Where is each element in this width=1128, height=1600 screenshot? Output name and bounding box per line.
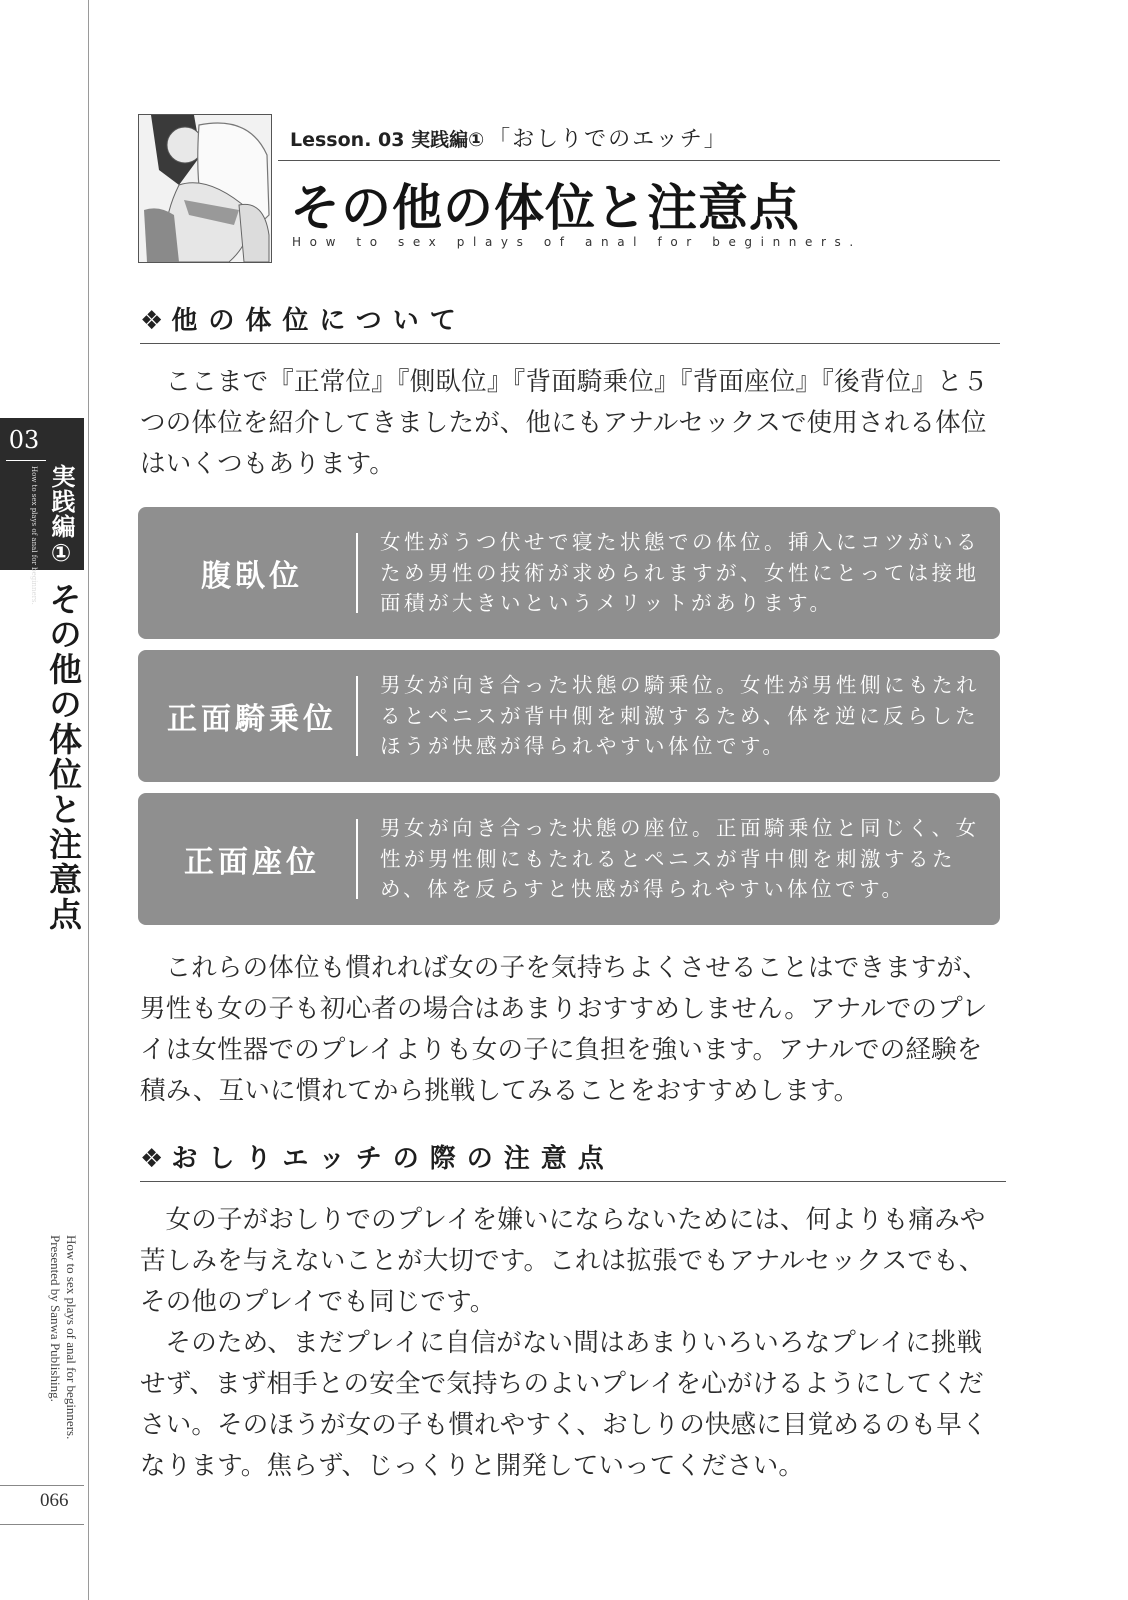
lesson-subtitle: 「おしりでのエッチ」: [488, 127, 728, 152]
position-box-2: [138, 650, 1000, 782]
chapter-number-rule: [6, 460, 46, 461]
section-heading-text: おしりエッチの際の注意点: [171, 1144, 615, 1174]
lesson-label: Lesson. 03 実践編①: [290, 129, 485, 151]
position-description: 男女が向き合った状態の騎乗位。女性が男性側にもたれるとペニスが背中側を刺激するため、体を逆に反らしたほうが快感が得られやすい体位です。: [380, 673, 980, 758]
chapter-name: 実践編①: [47, 464, 75, 568]
paragraph-precautions-2: そのため、まだプレイに自信がない間はあまりいろいろなプレイに挑戦せず、まず相手との安全で気持ちのよいプレイを心がけるようにしてください。そのほうが女の子も慣れやすく、おしりの快感に目覚めるのも早くなります。焦らず、じっくりと開発していってください。: [140, 1328, 988, 1481]
position-description: 男女が向き合った状態の座位。正面騎乗位と同じく、女性が男性側にもたれるとペニスが背中側を刺激するため、体を反らすと快感が得られやすい体位です。: [380, 816, 980, 901]
margin-rule: [88, 0, 89, 1600]
illustration-image: [139, 115, 271, 262]
diamond-bullet-icon: ❖: [140, 306, 168, 336]
header-illustration: [138, 114, 272, 263]
publisher-credit: [47, 1235, 79, 1439]
vertical-page-title: その他の体位と注意点: [44, 582, 83, 932]
position-box-3: [138, 793, 1000, 925]
paragraph-precautions-1: 女の子がおしりでのプレイを嫌いにならないためには、何よりも痛みや苦しみを与えないことが大切です。これは拡張でもアナルセックスでも、その他のプレイでも同じです。: [140, 1205, 986, 1317]
page-number-rule-bottom: [0, 1524, 84, 1525]
position-name: 正面騎乗位: [167, 702, 337, 737]
chapter-tab: [0, 418, 84, 605]
page-number: 066: [40, 1490, 69, 1511]
paragraph-intro: ここまで『正常位』『側臥位』『背面騎乗位』『背面座位』『後背位』と５つの体位を紹介してきましたが、他にもアナルセックスで使用される体位はいくつもあります。: [140, 367, 989, 479]
credit-line-1: How to sex plays of anal for beginners.: [64, 1235, 79, 1440]
section-heading-text: 他の体位について: [171, 306, 467, 336]
position-divider: [356, 819, 358, 899]
paragraph-recommendation: これらの体位も慣れれば女の子を気持ちよくさせることはできますが、男性も女の子も初心者の場合はあまりおすすめしません。アナルでのプレイは女性器でのプレイよりも女の子に負担を強います。アナルでの経験を積み、互いに慣れてから挑戦してみることをおすすめします。: [140, 953, 988, 1106]
position-name: 正面座位: [184, 845, 320, 880]
chapter-tab-caption: How to sex plays of anal for beginners.: [30, 466, 38, 605]
position-divider: [356, 676, 358, 756]
header-rule: [278, 160, 1000, 161]
chapter-number: 03: [8, 426, 40, 454]
diamond-bullet-icon: ❖: [140, 1144, 168, 1174]
section-rule: [140, 343, 1000, 344]
section-heading-other-positions: [140, 300, 467, 337]
page-subtitle: How to sex plays of anal for beginners.: [292, 235, 862, 249]
position-name: 腹臥位: [201, 559, 303, 594]
position-box-1: [138, 507, 1000, 639]
position-description: 女性がうつ伏せで寝た状態での体位。挿入にコツがいるため男性の技術が求められますが、女性にとっては接地面積が大きいというメリットがあります。: [380, 530, 980, 615]
lesson-line: [290, 122, 728, 153]
section-rule: [140, 1181, 1006, 1182]
position-divider: [356, 533, 358, 613]
section-heading-precautions: [140, 1138, 615, 1175]
page-title: その他の体位と注意点: [290, 179, 800, 237]
page-number-rule-top: [0, 1485, 84, 1486]
credit-line-2: Presented by Sanwa Publishing.: [48, 1235, 63, 1402]
